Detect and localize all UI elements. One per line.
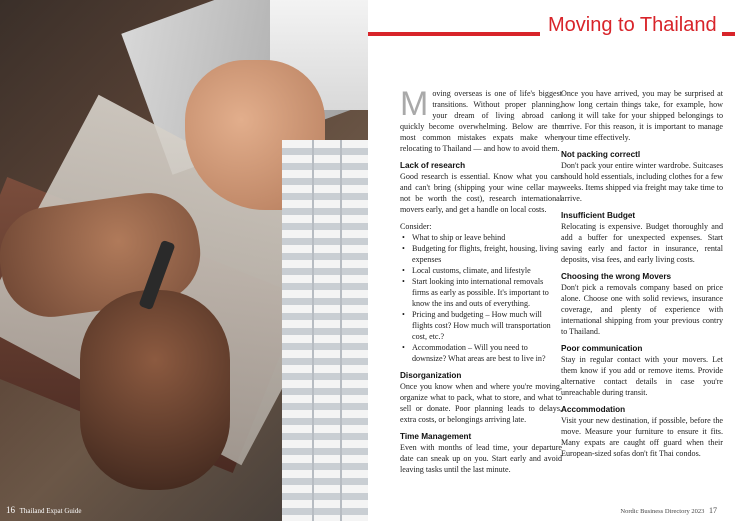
- section-body-accommodation: Visit your new destination, if possible, before the move. Measure your furniture to ensure it fits. Many expats are caught off guard when their European-sized sofas don't fit Thai condos.: [561, 416, 723, 458]
- section-body-movers: Don't pick a removals company based on price alone. Choose one with solid reviews, insurance coverage, and plenty of experience with international shipping from your previous contry to Thailand.: [561, 283, 723, 336]
- list-item: • Start looking into international removals firms as early as possible. It's important to know the ins and outs of everything.: [412, 276, 562, 309]
- right-page-footer: Nordic Business Directory 2023: [620, 508, 705, 515]
- section-heading-movers: Choosing the wrong Movers: [561, 272, 672, 281]
- section-body-research: Good research is essential. Know what you can and can't bring (shipping your wine cellar may not be worth the cost), research international movers early, and get a handle on local costs.: [400, 172, 562, 214]
- section-heading-packing: Not packing correctl: [561, 150, 641, 159]
- col2-intro: Once you have arrived, you may be surprised at how long certain things take, for example, how long it will take for your shipped belongings to arrive. For this reason, it is important to manage your time effectively.: [561, 89, 723, 142]
- list-item: • Pricing and budgeting – How much will flights cost? How much will transportation cost, etc.?: [412, 309, 562, 342]
- left-page-number: 16: [6, 505, 15, 515]
- section-body-communication: Stay in regular contact with your movers. Let them know if you add or remove items. Provide alternative contact details in case you're unreachable during transit.: [561, 355, 723, 397]
- section-body-time-management: Even with months of lead time, your departure date can sneak up on you. Start early and avoid leaving tasks until the last minute.: [400, 443, 562, 474]
- list-item: • Local customs, climate, and lifestyle: [412, 265, 562, 276]
- list-item: • What to ship or leave behind: [412, 232, 562, 243]
- left-page-footer: Thailand Expat Guide: [19, 507, 82, 515]
- dropcap: M: [400, 85, 429, 123]
- list-item: • Accommodation – Will you need to downsize? What areas are best to live in?: [412, 342, 562, 364]
- section-body-budget: Relocating is expensive. Budget thoroughly and add a buffer for unexpected expenses. Start saving early and factor in insurance, rental deposits, visa fees, and early living costs.: [561, 222, 723, 264]
- section-heading-communication: Poor communication: [561, 344, 643, 353]
- consider-list: [400, 232, 562, 364]
- section-body-disorganization: Once you know when and where you're moving, organize what to pack, what to store, and what to sell or donate. Poor planning leads to delays, extra costs, or belongings arriving late.: [400, 382, 562, 424]
- right-page-folio: [620, 506, 717, 515]
- photo-writing-hand: [80, 290, 230, 490]
- consider-label: Consider:: [400, 222, 432, 231]
- text-column-1: [400, 85, 562, 481]
- section-heading-disorganization: Disorganization: [400, 371, 462, 380]
- intro-paragraph: [400, 85, 562, 154]
- intro-text: oving overseas is one of life's biggest transitions. Without proper planning, your dream of living abroad can quickly become overwhelming. Below are the most common mistakes expats make when relocating to Thailand — and how to avoid them.: [400, 89, 562, 153]
- section-heading-time-management: Time Management: [400, 432, 472, 441]
- section-heading-accommodation: Accommodation: [561, 405, 626, 414]
- section-heading-budget: Insufficient Budget: [561, 211, 636, 220]
- list-item: • Budgeting for flights, freight, housing, living expenses: [412, 243, 562, 265]
- photo-building: [282, 140, 368, 521]
- section-heading-research: Lack of research: [400, 161, 466, 170]
- right-page-number: 17: [709, 506, 717, 515]
- left-page-folio: [6, 505, 81, 515]
- page-title: Moving to Thailand: [548, 14, 717, 36]
- text-column-2: [561, 88, 723, 465]
- section-body-packing: Don't pack your entire winter wardrobe. Suitcases should hold essentials, including clothes for a few weeks. Items shipped via freight may take time to arrive.: [561, 161, 723, 203]
